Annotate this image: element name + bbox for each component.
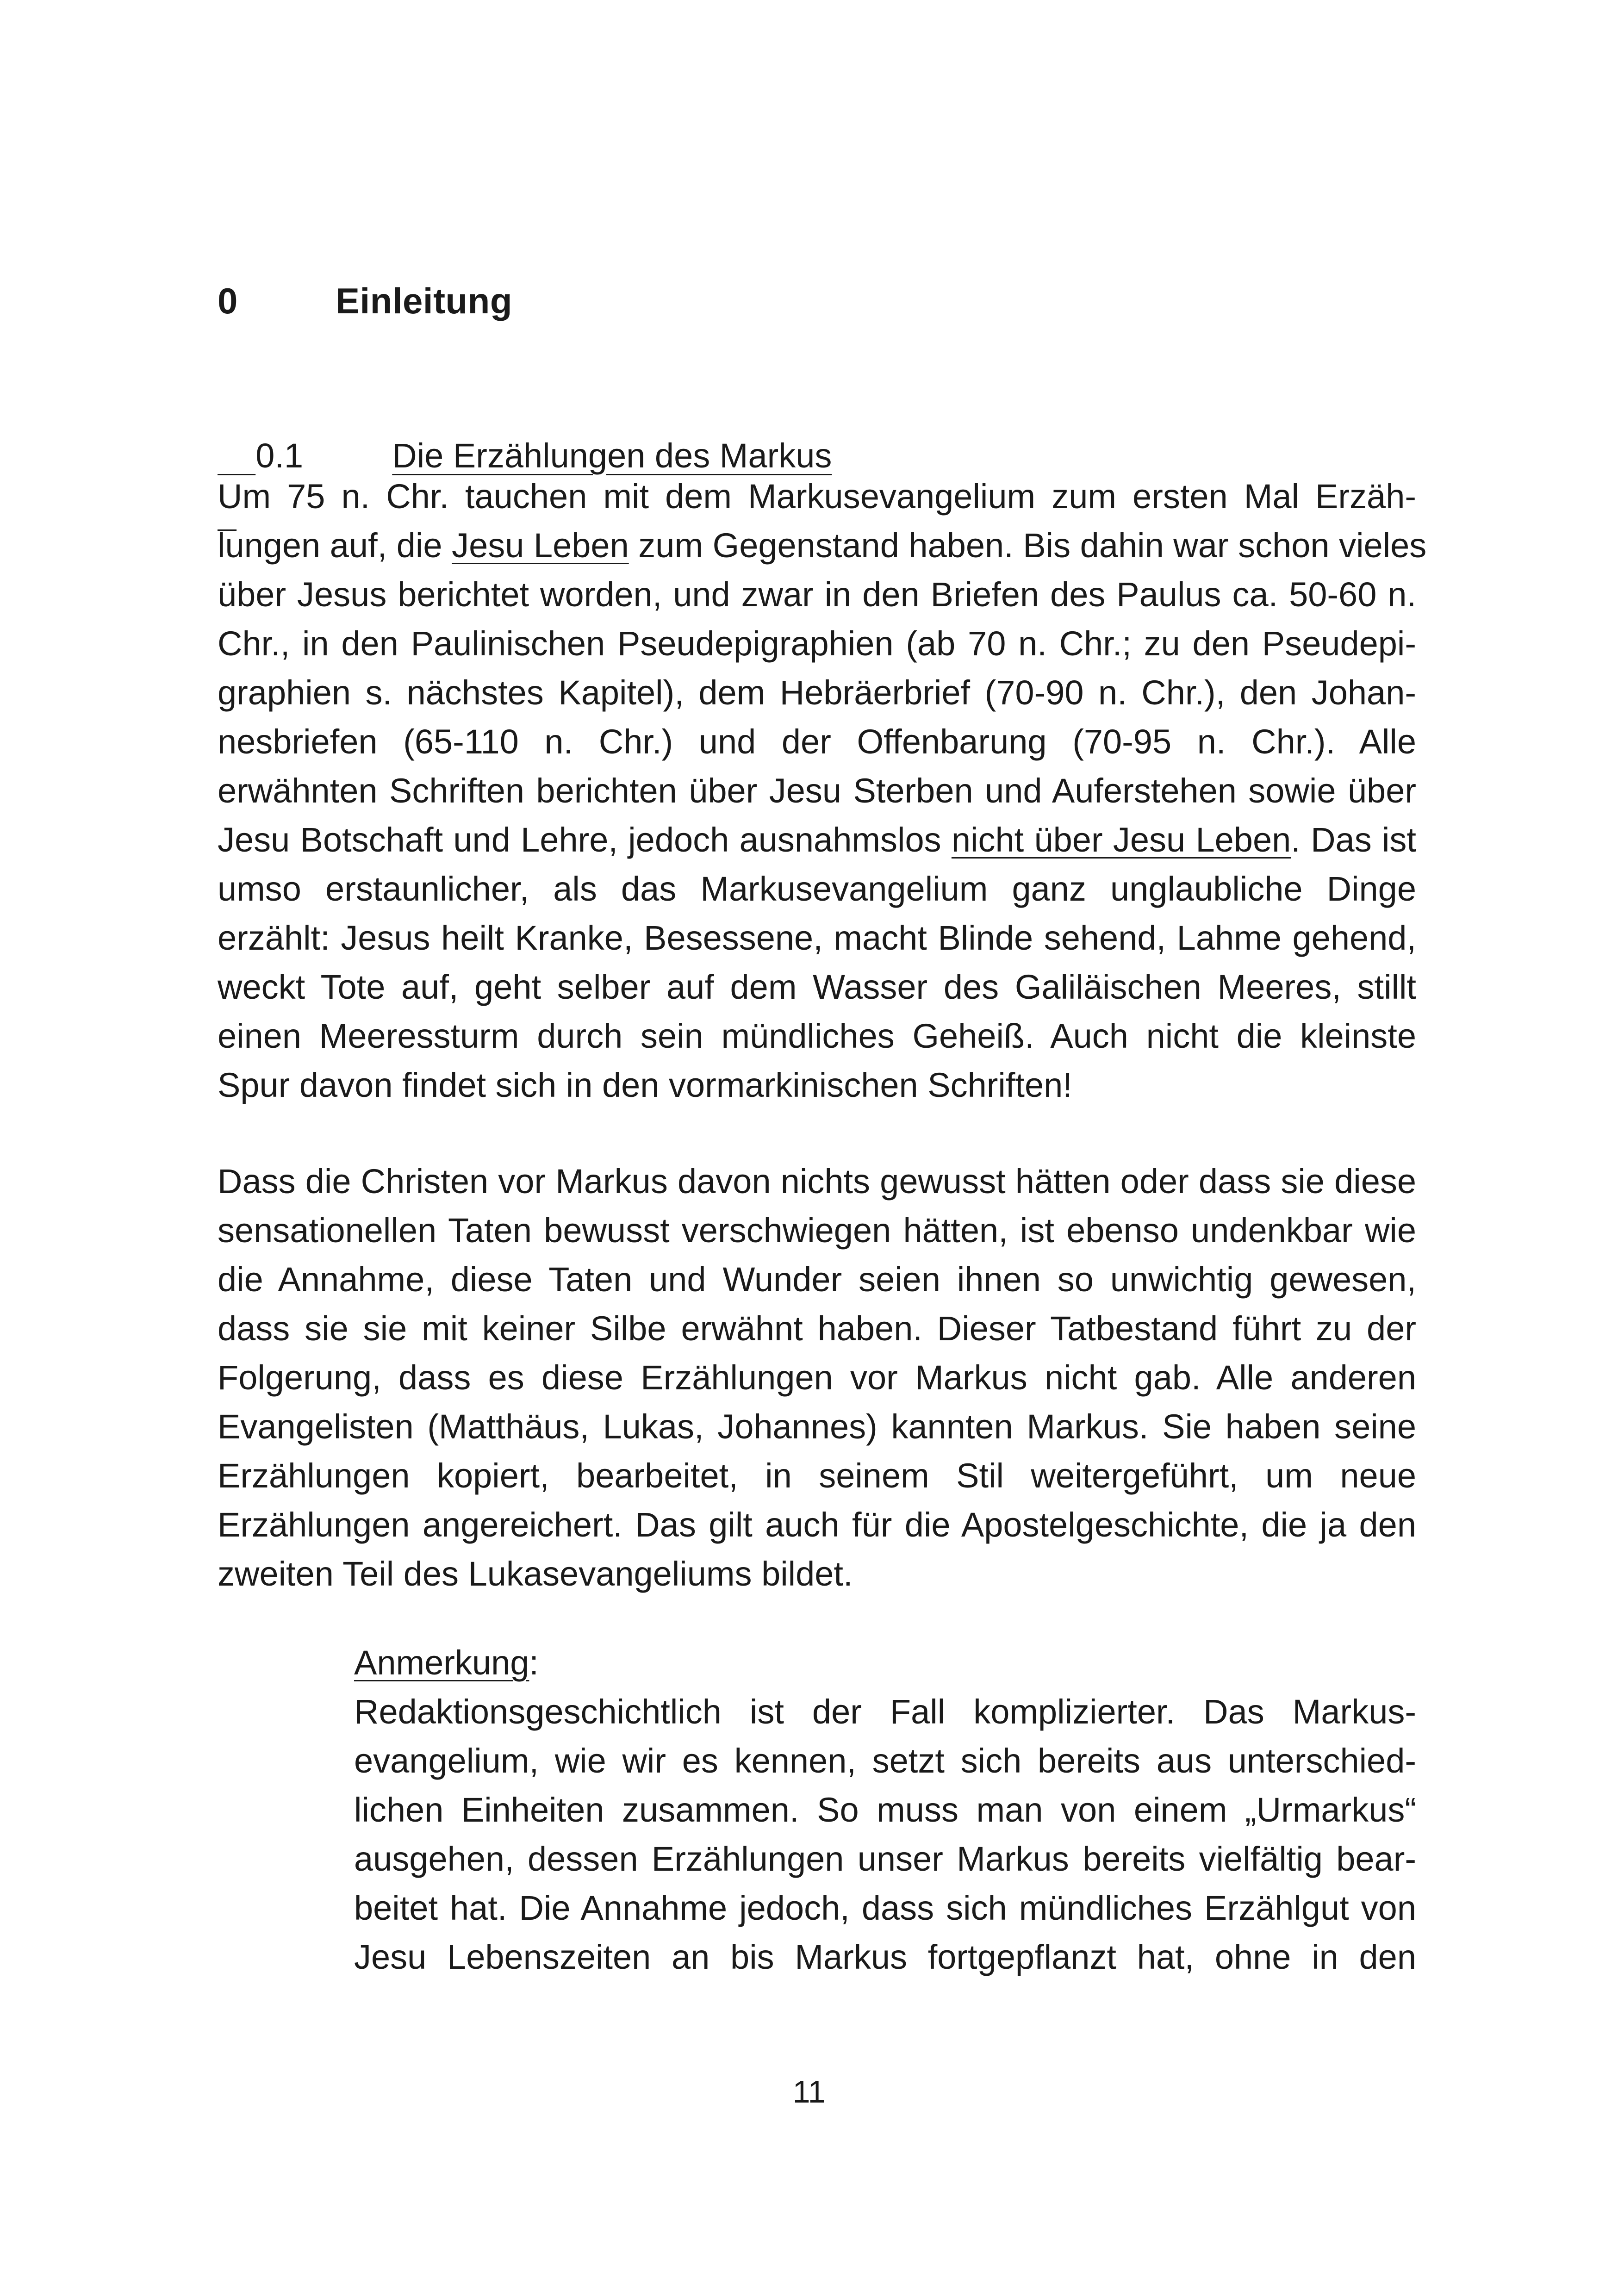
paragraph-argument <box>218 1157 1416 1599</box>
text-line: Folgerung, dass es diese Erzählungen vor Markus nicht gab. Alle anderen <box>218 1358 1416 1397</box>
text-line: nesbriefen (65-110 n. Chr.) und der Offenbarung (70-95 n. Chr.). Alle <box>218 722 1416 761</box>
text-line: weckt Tote auf, geht selber auf dem Wasser des Galiläischen Meeres, stillt <box>218 968 1416 1006</box>
section-number: 0.1 <box>255 436 304 475</box>
text-line: Erzählungen angereichert. Das gilt auch für die Apostelgeschichte, die ja den <box>218 1506 1416 1544</box>
text-fragment: zum Gegenstand haben. Bis dahin war schon vieles <box>629 526 1427 565</box>
text-fragment: lungen auf, die <box>218 526 452 565</box>
text-line <box>218 815 1416 865</box>
annotation-label-line <box>354 1638 1416 1687</box>
text-fragment: Jesu Botschaft und Lehre, jedoch ausnahmslos <box>218 821 952 859</box>
underlined-phrase: Jesu Leben <box>452 526 629 565</box>
text-line: sensationellen Taten bewusst verschwiegen hätten, ist ebenso undenkbar wie <box>218 1211 1416 1250</box>
chapter-heading <box>218 273 512 329</box>
annotation-label-colon: : <box>529 1643 539 1682</box>
chapter-title: Einleitung <box>336 280 512 321</box>
text-line: Chr., in den Paulinischen Pseudepigraphien (ab 70 n. Chr.; zu den Pseudepi- <box>218 624 1416 663</box>
paragraph-intro <box>218 472 1427 1110</box>
page-number: 11 <box>792 2074 826 2109</box>
text-line: Dass die Christen vor Markus davon nichts gewusst hätten oder dass sie diese <box>218 1162 1416 1201</box>
text-line: Spur davon findet sich in den vormarkinischen Schriften! <box>218 1066 1072 1104</box>
text-line: die Annahme, diese Taten und Wunder seien ihnen so unwichtig gewesen, <box>218 1260 1416 1299</box>
text-line: Evangelisten (Matthäus, Lukas, Johannes) kannten Markus. Sie haben seine <box>218 1407 1416 1446</box>
text-line: beitet hat. Die Annahme jedoch, dass sich mündliches Erzählgut von <box>354 1889 1416 1927</box>
text-line: umso erstaunlicher, als das Markusevangelium ganz unglaubliche Dinge <box>218 870 1416 908</box>
text-line: graphien s. nächstes Kapitel), dem Hebräerbrief (70-90 n. Chr.), den Johan- <box>218 673 1416 712</box>
annotation-label: Anmerkung <box>354 1643 529 1682</box>
text-line: erwähnten Schriften berichten über Jesu Sterben und Auferstehen sowie über <box>218 772 1416 810</box>
text-fragment: . Das ist <box>1291 821 1416 859</box>
text-line: lichen Einheiten zusammen. So muss man von einem „Urmarkus“ <box>354 1791 1416 1829</box>
underlined-phrase: nicht über Jesu Leben <box>951 821 1291 859</box>
text-line: evangelium, wie wir es kennen, setzt sich bereits aus unterschied- <box>354 1742 1416 1780</box>
text-line: einen Meeressturm durch sein mündliches Geheiß. Auch nicht die kleinste <box>218 1017 1416 1055</box>
text-line: Jesu Lebenszeiten an bis Markus fortgepflanzt hat, ohne in den <box>354 1938 1416 1976</box>
text-line: zweiten Teil des Lukasevangeliums bildet. <box>218 1555 853 1593</box>
text-line: erzählt: Jesus heilt Kranke, Besessene, macht Blinde sehend, Lahme gehend, <box>218 919 1416 957</box>
text-line: Redaktionsgeschichtlich ist der Fall komplizierter. Das Markus- <box>354 1692 1416 1731</box>
section-title: Die Erzählungen des Markus <box>392 436 832 475</box>
text-line: Um 75 n. Chr. tauchen mit dem Markusevangelium zum ersten Mal Erzäh- <box>218 477 1416 516</box>
text-line: ausgehen, dessen Erzählungen unser Markus bereits vielfältig bear- <box>354 1840 1416 1878</box>
text-line <box>218 521 1427 570</box>
text-line: dass sie sie mit keiner Silbe erwähnt haben. Dieser Tatbestand führt zu der <box>218 1309 1416 1348</box>
text-line: über Jesus berichtet worden, und zwar in den Briefen des Paulus ca. 50-60 n. <box>218 575 1416 614</box>
annotation-block <box>354 1638 1416 1982</box>
text-line: Erzählungen kopiert, bearbeitet, in seinem Stil weitergeführt, um neue <box>218 1456 1416 1495</box>
chapter-number: 0 <box>218 280 238 321</box>
